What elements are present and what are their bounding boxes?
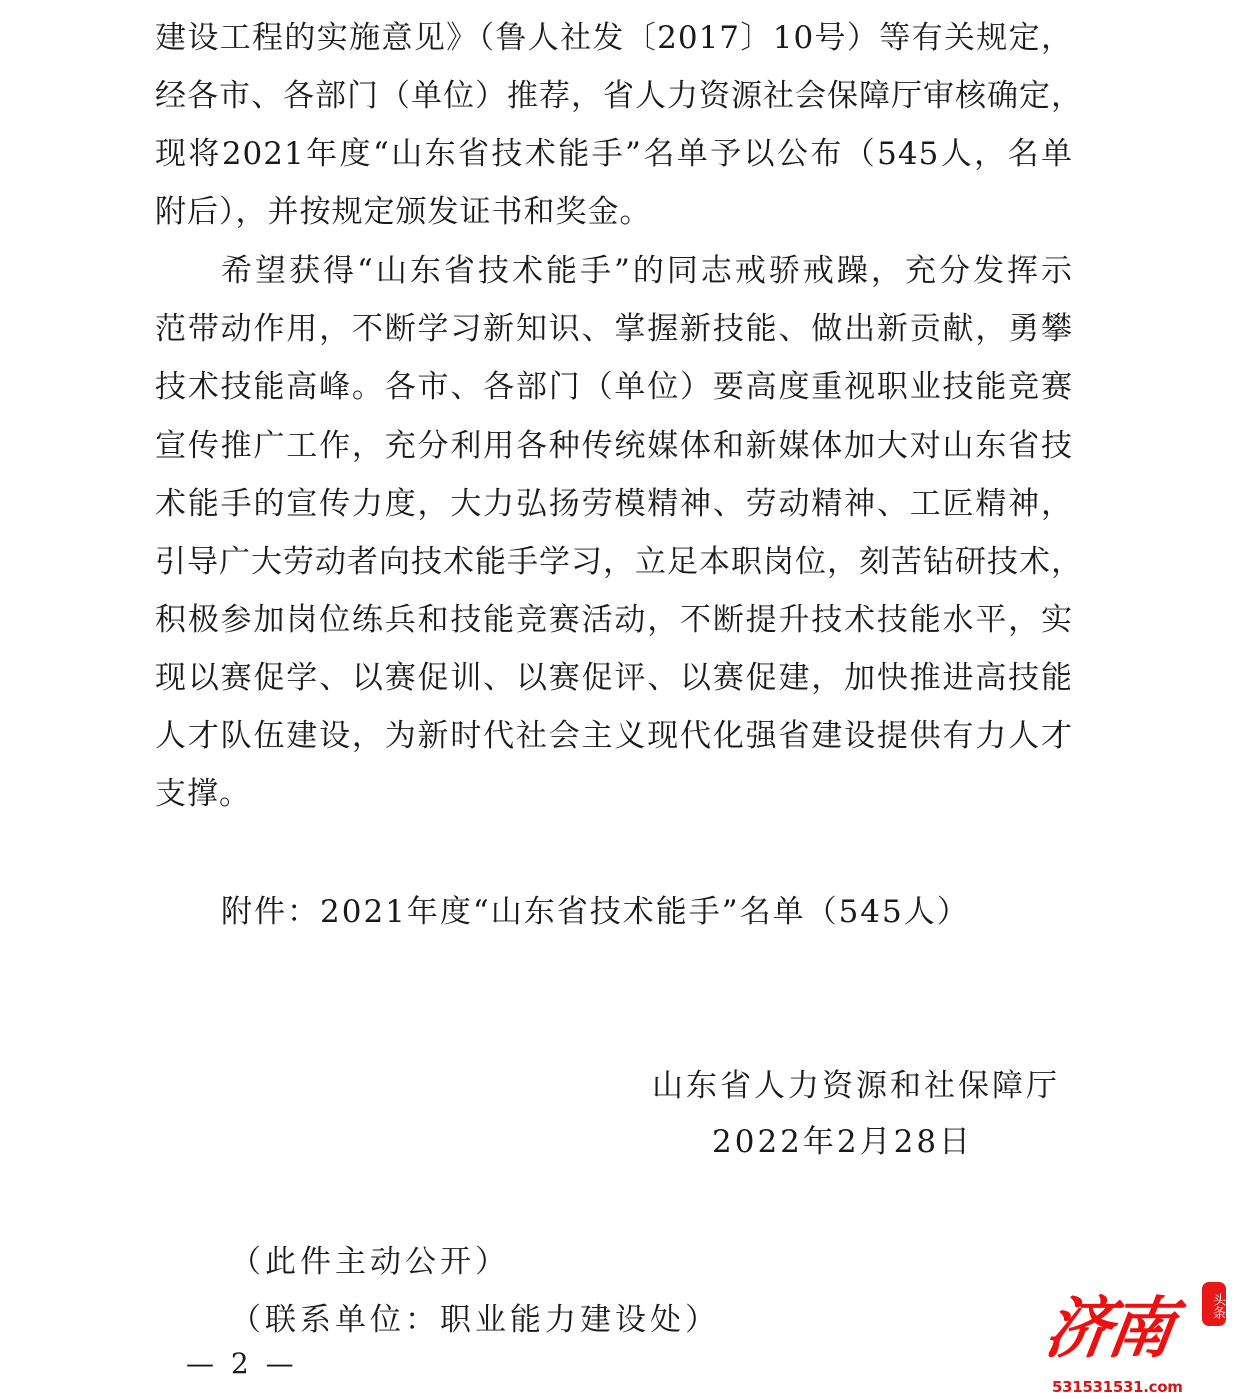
attachment-line: 附件：2021年度“山东省技术能手”名单（545人） (221, 894, 970, 930)
disclosure-note: （此件主动公开） (230, 1244, 510, 1280)
watermark-main-text: 济南 (1040, 1289, 1176, 1367)
watermark-tag-badge: 头条 (1202, 1282, 1226, 1326)
paragraph-1-line-4: 附后），并按规定颁发证书和奖金。 (155, 194, 652, 230)
paragraph-2-line-7: 积极参加岗位练兵和技能竞赛活动，不断提升技术技能水平，实 (155, 602, 1073, 638)
paragraph-2-line-5: 术能手的宣传力度，大力弘扬劳模精神、劳动精神、工匠精神， (155, 486, 1073, 522)
paragraph-2-line-2: 范带动作用，不断学习新知识、掌握新技能、做出新贡献，勇攀 (155, 311, 1073, 347)
jinan-toutiao-watermark-logo (1040, 1282, 1234, 1399)
watermark-url: 531531531.com (1052, 1378, 1183, 1396)
paragraph-2-line-10: 支撑。 (155, 776, 251, 812)
paragraph-1-line-3: 现将2021年度“山东省技术能手”名单予以公布（545人，名单 (155, 136, 1073, 172)
signature-date: 2022年2月28日 (712, 1124, 974, 1160)
paragraph-2-line-3: 技术技能高峰。各市、各部门（单位）要高度重视职业技能竞赛 (155, 369, 1073, 405)
paragraph-2-line-8: 现以赛促学、以赛促训、以赛促评、以赛促建，加快推进高技能 (155, 660, 1073, 696)
paragraph-1-line-2: 经各市、各部门（单位）推荐，省人力资源社会保障厅审核确定， (155, 78, 1083, 114)
paragraph-1-line-1: 建设工程的实施意见》（鲁人社发〔2017〕10号）等有关规定， (155, 20, 1073, 56)
contact-note: （联系单位：职业能力建设处） (230, 1302, 720, 1338)
signature-organization: 山东省人力资源和社保障厅 (652, 1068, 1060, 1104)
paragraph-2-line-1: 希望获得“山东省技术能手”的同志戒骄戒躁，充分发挥示 (221, 253, 1073, 289)
page-number: — 2 — (186, 1347, 298, 1380)
paragraph-2-line-9: 人才队伍建设，为新时代社会主义现代化强省建设提供有力人才 (155, 718, 1073, 754)
paragraph-2-line-4: 宣传推广工作，充分利用各种传统媒体和新媒体加大对山东省技 (155, 428, 1073, 464)
paragraph-2-line-6: 引导广大劳动者向技术能手学习，立足本职岗位，刻苦钻研技术， (155, 544, 1083, 580)
